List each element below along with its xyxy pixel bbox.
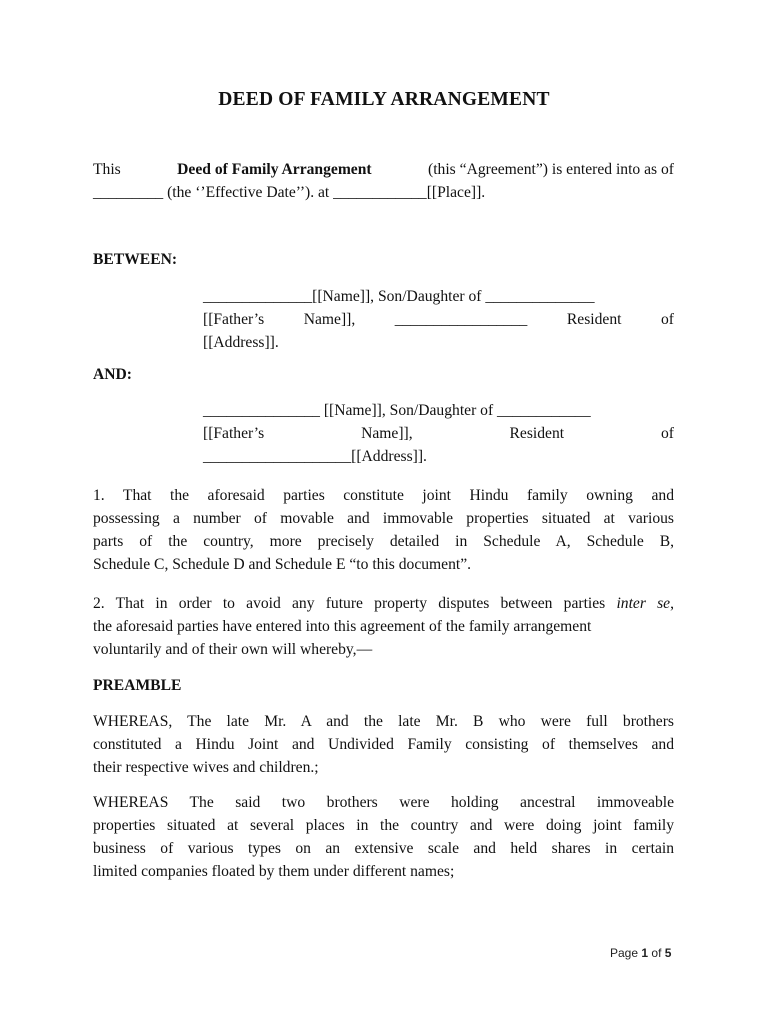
between-line-1: ______________[[Name]], Son/Daughter of ______________: [203, 288, 595, 305]
whereas-1-text: their respective wives and children.;: [93, 759, 319, 776]
page-label: Page: [610, 946, 639, 960]
and-line-2: [203, 422, 674, 445]
and-heading: AND:: [93, 366, 132, 383]
and-party: [203, 399, 674, 468]
between-line-3: [[Address]].: [203, 334, 279, 351]
intro-text: (this “Agreement”) is entered into as of: [428, 161, 674, 178]
intro-text: This: [93, 161, 121, 178]
clause-2-line-1: [93, 592, 674, 615]
clause-1-text: parts of the country, more precisely detailed in Schedule A, Schedule B,: [93, 533, 674, 550]
and-text: Name]],: [361, 425, 413, 442]
clause-1-text: 1. That the aforesaid parties constitute joint Hindu family owning and: [93, 487, 674, 504]
clause-2-text: ,: [670, 595, 674, 612]
whereas-1: [93, 710, 674, 779]
of-label: of: [651, 946, 662, 960]
whereas-1-text: constituted a Hindu Joint and Undivided Family consisting of themselves and: [93, 736, 674, 753]
clause-1-line: [93, 484, 674, 507]
and-text: of: [660, 425, 674, 442]
between-text: of: [660, 311, 674, 328]
clause-1-line: [93, 530, 674, 553]
between-line-2: [203, 308, 674, 331]
and-line-3: ___________________[[Address]].: [203, 448, 427, 465]
whereas-2-text: limited companies floated by them under different names;: [93, 863, 455, 880]
clause-1: [93, 484, 674, 576]
whereas-2: [93, 791, 674, 883]
whereas-1-text: WHEREAS, The late Mr. A and the late Mr. B who were full brothers: [93, 713, 674, 730]
intro-bold-text: Deed of Family Arrangement: [177, 161, 372, 178]
whereas-2-text: properties situated at several places in the country and were doing joint family: [93, 817, 674, 834]
document-title: DEED OF FAMILY ARRANGEMENT: [218, 89, 550, 110]
total-pages: 5: [664, 946, 672, 960]
intro-line-2: _________ (the ‘’Effective Date’’). at ____________[[Place]].: [93, 184, 486, 201]
intro-line-1: [93, 158, 674, 181]
clause-2-italic-text: inter se: [616, 595, 671, 612]
and-text: Resident: [509, 425, 565, 442]
clause-1-line: [93, 507, 674, 530]
clause-2-text: the aforesaid parties have entered into this agreement of the family arrangement: [93, 618, 592, 635]
and-text: [[Father’s: [203, 425, 265, 442]
between-text: [[Father’s: [203, 311, 265, 328]
whereas-2-text: business of various types on an extensive scale and held shares in certain: [93, 840, 674, 857]
between-text: Resident: [566, 311, 622, 328]
preamble-heading: PREAMBLE: [93, 677, 182, 694]
clause-2: [93, 592, 674, 661]
between-text: Name]],: [303, 311, 356, 328]
intro-paragraph: [93, 158, 674, 204]
whereas-2-text: WHEREAS The said two brothers were holding ancestral immoveable: [93, 794, 674, 811]
clause-1-text: Schedule C, Schedule D and Schedule E “to this document”.: [93, 556, 472, 573]
page-number: [610, 946, 671, 960]
between-party: [203, 285, 674, 354]
current-page: 1: [641, 946, 649, 960]
clause-2-text: 2. That in order to avoid any future property disputes between parties: [93, 595, 606, 612]
between-text: _________________: [394, 311, 528, 328]
between-heading: BETWEEN:: [93, 251, 178, 268]
and-line-1: _______________ [[Name]], Son/Daughter of ____________: [203, 402, 591, 419]
clause-2-text: voluntarily and of their own will whereby,—: [93, 641, 373, 658]
clause-1-text: possessing a number of movable and immovable properties situated at various: [93, 510, 674, 527]
